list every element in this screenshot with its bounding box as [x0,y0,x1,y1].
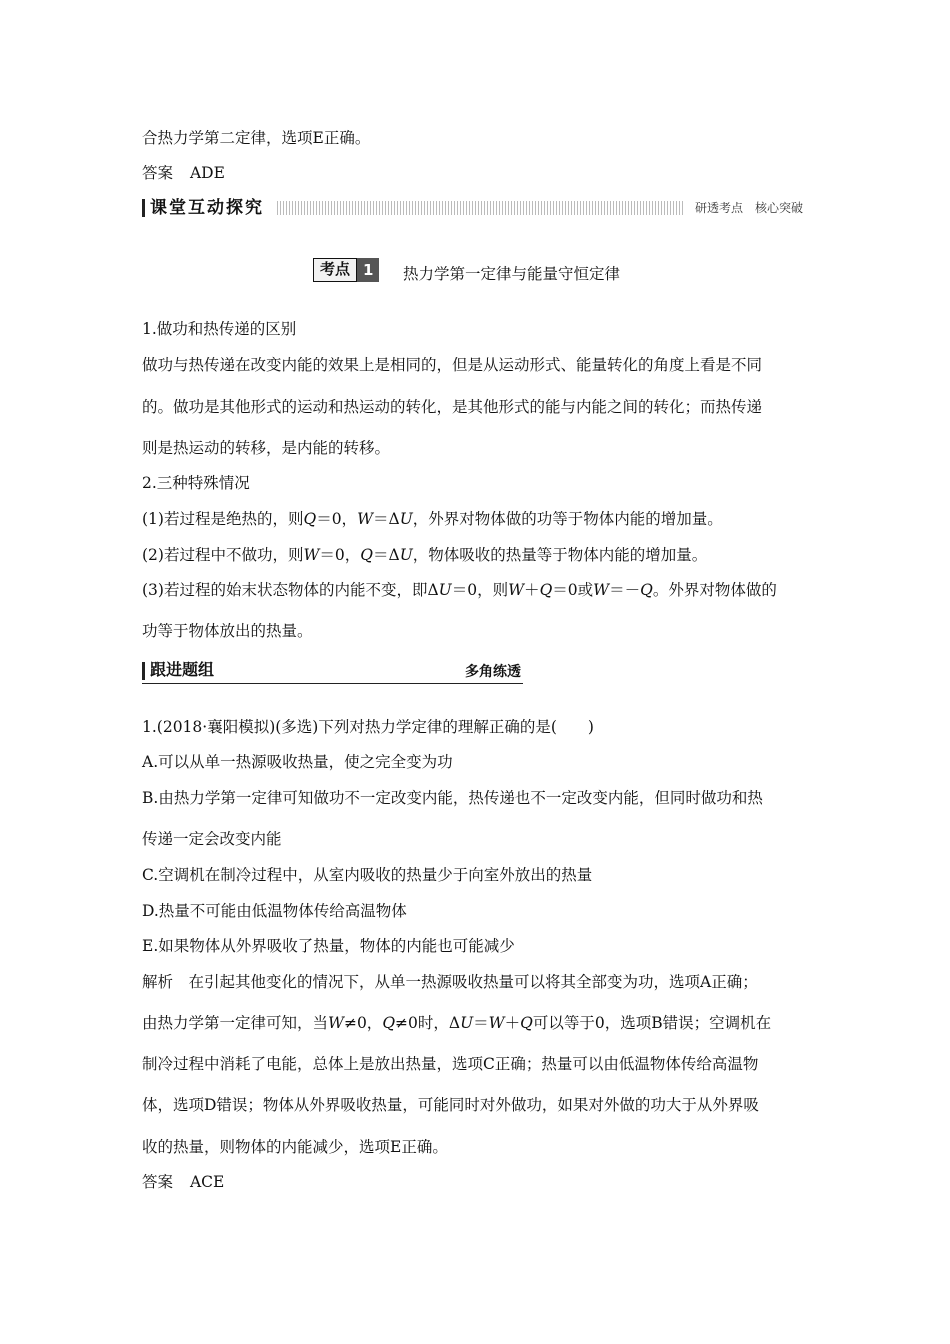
case-line [142,580,777,600]
symbol-q: Q [520,1014,533,1032]
symbol-w: W [488,1014,505,1032]
symbol-w: W [357,510,373,528]
text-run: ≠0， [343,1014,383,1032]
section-heading: 2.三种特殊情况 [142,474,250,492]
kaodian-number: 1 [357,258,379,282]
text-run: ＝0或 [552,581,594,599]
group-bar [142,662,145,680]
text-run: ＝0， [319,546,361,564]
answer-value: ACE [189,1173,225,1191]
text-line: 则是热运动的转移，是内能的转移。 [142,439,391,457]
text-run: ＝0，则 [451,581,509,599]
text-run: ＝Δ [373,546,400,564]
option-e: E.如果物体从外界吸收了热量，物体的内能也可能减少 [142,937,515,955]
text-run: 可以等于0，选项B错误；空调机在 [532,1014,772,1032]
kaodian-title: 热力学第一定律与能量守恒定律 [403,265,621,283]
option-c: C.空调机在制冷过程中，从室内吸收的热量少于向室外放出的热量 [142,866,593,884]
text-run: ＝－ [609,581,641,599]
text-run: ＋ [504,1014,521,1032]
text-line: 功等于物体放出的热量。 [142,622,313,640]
answer-line [142,163,225,183]
symbol-q: Q [539,581,553,599]
text-run: ，物体吸收的热量等于物体内能的增加量。 [412,546,708,564]
text-run: ，外界对物体做的功等于物体内能的增加量。 [412,510,723,528]
text-line: 合热力学第二定律，选项E正确。 [142,129,371,147]
answer-label: 答案 [142,164,174,182]
analysis-line: 解析 在引起其他变化的情况下，从单一热源吸收热量可以将其全部变为功，选项A正确； [142,973,758,991]
text-run: (2)若过程中不做功，则 [142,546,304,564]
text-run: ≠0时，Δ [395,1014,461,1032]
symbol-u: U [438,581,452,599]
banner-tag: 研透考点 核心突破 [685,201,809,215]
section-banner [142,197,809,219]
symbol-u: U [460,1014,474,1032]
banner-title: 课堂互动探究 [150,198,264,218]
kaodian-label: 考点 [313,258,357,282]
text-run: ＋ [524,581,540,599]
symbol-q: Q [640,581,653,599]
case-line [142,545,707,565]
text-line: 的。做功是其他形式的运动和热运动的转化，是其他形式的能与内能之间的转化；而热传递 [142,398,763,416]
symbol-q: Q [360,546,373,564]
option-b-cont: 传递一定会改变内能 [142,830,282,848]
symbol-q: Q [303,510,317,528]
text-run: (1)若过程是绝热的，则 [142,510,304,528]
kaodian-box [313,258,379,282]
symbol-w: W [303,546,320,564]
text-run: ＝ [473,1014,489,1032]
symbol-q: Q [382,1014,396,1032]
symbol-w: W [508,581,525,599]
group-subtitle: 多角练透 [465,664,521,680]
analysis-line [142,1013,771,1033]
case-line [142,509,723,529]
text-run: 。外界对物体做的 [652,581,777,599]
symbol-u: U [399,546,413,564]
symbol-w: W [328,1014,344,1032]
text-run: ＝Δ [373,510,400,528]
text-run: (3)若过程的始末状态物体的内能不变，即Δ [142,581,439,599]
group-title: 跟进题组 [150,660,215,679]
text-run: ＝0， [316,510,358,528]
option-b: B.由热力学第一定律可知做功不一定改变内能，热传递也不一定改变内能，但同时做功和热 [142,789,763,807]
analysis-line: 收的热量，则物体的内能减少，选项E正确。 [142,1138,448,1156]
answer-label: 答案 [142,1173,174,1191]
group-header [142,659,523,684]
analysis-line: 制冷过程中消耗了电能，总体上是放出热量，选项C正确；热量可以由低温物体传给高温物 [142,1055,759,1073]
section-heading: 1.做功和热传递的区别 [142,320,297,338]
answer-line [142,1172,224,1192]
option-a: A.可以从单一热源吸收热量，使之完全变为功 [142,753,453,771]
text-line: 做功与热传递在改变内能的效果上是相同的，但是从运动形式、能量转化的角度上看是不同 [142,356,763,374]
symbol-u: U [399,510,413,528]
banner-bar [142,199,145,217]
symbol-w: W [593,581,610,599]
option-d: D.热量不可能由低温物体传给高温物体 [142,902,407,920]
text-run: 由热力学第一定律可知，当 [142,1014,329,1032]
analysis-line: 体，选项D错误；物体从外界吸收热量，可能同时对外做功，如果对外做的功大于从外界吸 [142,1096,759,1114]
answer-value: ADE [189,164,225,182]
question-stem: 1.(2018·襄阳模拟)(多选)下列对热力学定律的理解正确的是( ) [142,718,594,736]
